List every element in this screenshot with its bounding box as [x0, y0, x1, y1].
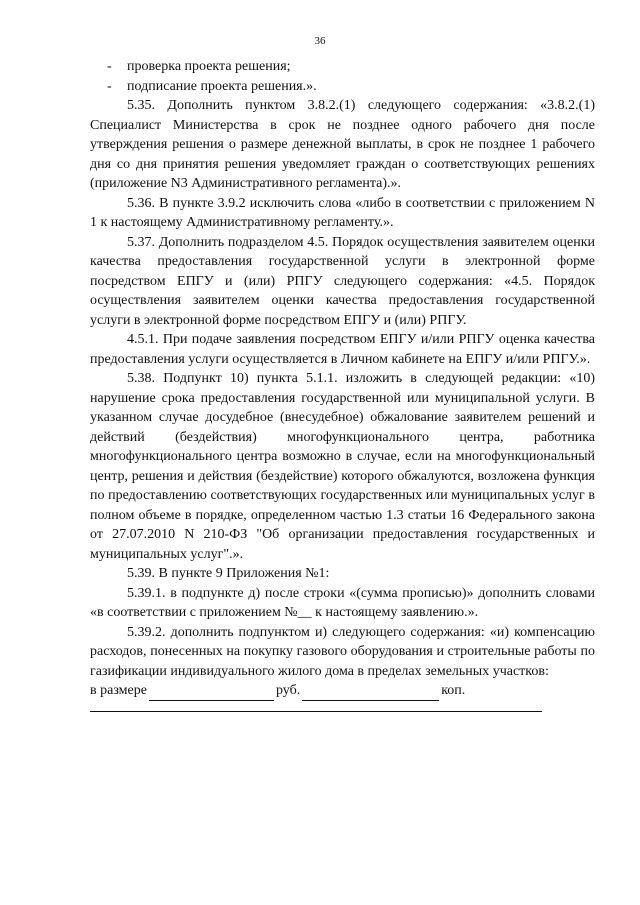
blank-rule-line	[90, 711, 542, 712]
document-body	[90, 57, 595, 712]
paragraph-5-38: 5.38. Подпункт 10) пункта 5.1.1. изложить в следующей редакции: «10) нарушение срока предоставления государственной или муниципальной услуги. В указанном случае досудебное (внесудебное) обжалование заявителем решений и действий (бездействия) многофункционального центра, работника многофункционального центра возможно в случае, если на многофункциональный центр, решения и действия (бездействие) которого обжалуются, возложена функция по предоставлению соответствующих государственных или муниципальных услуг в полном объеме в порядке, определенном частью 1.3 статьи 16 Федерального закона от 27.07.2010 N 210-ФЗ "Об организации предоставления государственных и муниципальных услуг".».	[90, 371, 595, 562]
dash-bullet: -	[107, 59, 112, 74]
list-item	[107, 57, 595, 77]
page-number: 36	[314, 35, 326, 47]
paragraph-5-37: 5.37. Дополнить подразделом 4.5. Порядок осуществления заявителем оценки качества предоставления государственной услуги в электронной форме посредством ЕПГУ и (или) РПГУ следующего содержания: «4.5. Порядок осуществления заявителем оценки качества предоставления государственной услуги в электронной форме посредством ЕПГУ и (или) РПГУ.	[90, 234, 595, 328]
amount-prefix: в размере	[90, 683, 147, 698]
paragraph-5-36: 5.36. В пункте 3.9.2 исключить слова «либо в соответствии с приложением N 1 к настоящему Административному регламенту.».	[90, 195, 595, 230]
paragraph-5-39-2: 5.39.2. дополнить подпунктом и) следующего содержания: «и) компенсацию расходов, понесенных на покупку газового оборудования и строительные работы по газификации индивидуального жилого дома в пределах земельных участков:	[90, 624, 595, 679]
dash-bullet: -	[107, 78, 112, 94]
paragraph-4-5-1: 4.5.1. При подаче заявления посредством ЕПГУ и/или РПГУ оценка качества предоставления услуги осуществляется в Личном кабинете на ЕПГУ и/или РПГУ.».	[90, 332, 595, 367]
paragraph-5-39-1: 5.39.1. в подпункте д) после строки «(сумма прописью)» дополнить словами «в соответствии с приложением №__ к настоящему заявлению.».	[90, 585, 595, 620]
kopecks-blank	[302, 686, 439, 701]
paragraph-5-35: 5.35. Дополнить пунктом 3.8.2.(1) следующего содержания: «3.8.2.(1) Специалист Министерства в срок не позднее одного рабочего дня после утверждения решения о размере денежной выплаты, в срок не позднее 1 рабочего дня со дня принятия решения уведомляет граждан о соответствующих решениях (приложение N3 Административного регламента).».	[90, 98, 595, 191]
list-item-text: подписание проекта решения.».	[127, 78, 317, 94]
list-item-text: проверка проекта решения;	[127, 59, 291, 74]
paragraph-5-39: 5.39. В пункте 9 Приложения №1:	[127, 566, 330, 581]
kopecks-label: коп.	[441, 683, 466, 698]
amount-fill-line	[90, 681, 595, 701]
rubles-blank	[149, 686, 274, 701]
list-item	[107, 77, 595, 97]
rubles-label: руб.	[275, 683, 301, 698]
